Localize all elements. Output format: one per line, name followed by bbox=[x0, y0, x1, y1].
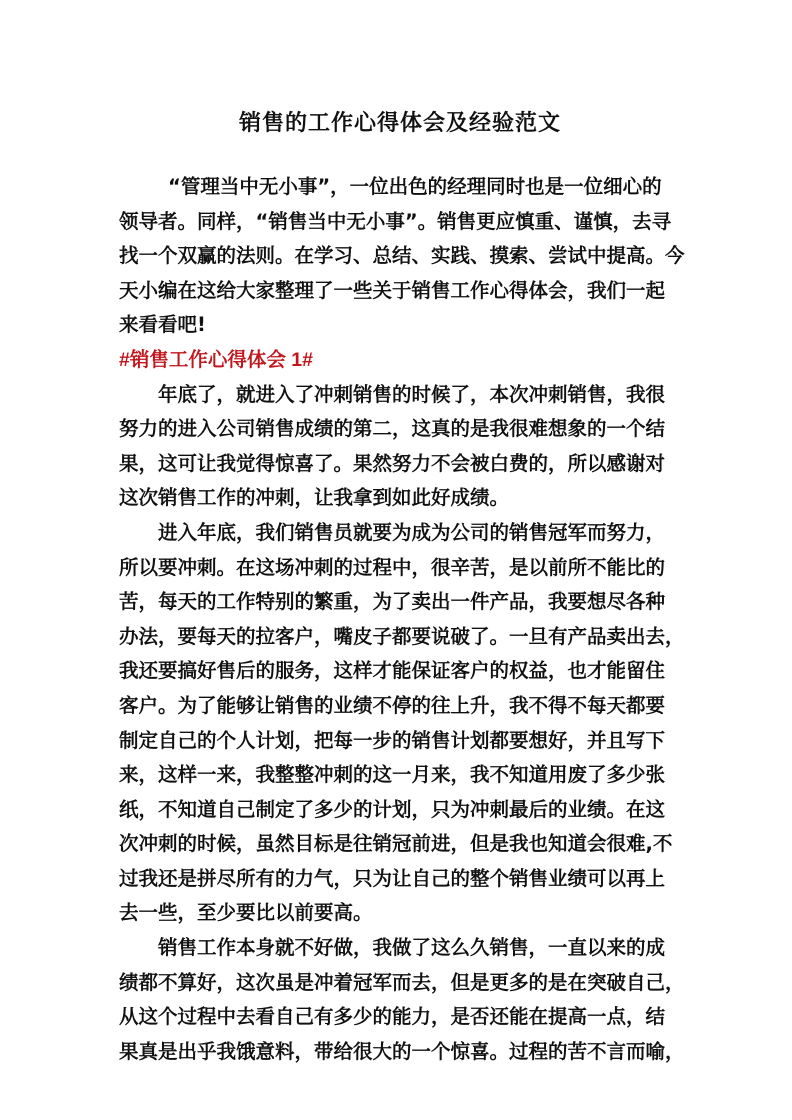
text-line: 这次销售工作的冲刺，让我拿到如此好成绩。 bbox=[119, 486, 510, 510]
document-page bbox=[119, 108, 685, 1069]
text-line: 找一个双赢的法则。在学习、总结、实践、摸索、尝试中提高。今 bbox=[119, 244, 685, 268]
body-paragraph-1 bbox=[119, 378, 681, 516]
text-line: 来，这样一来，我整整冲刺的这一月来，我不知道用废了多少张 bbox=[119, 763, 666, 787]
body-paragraph-3 bbox=[119, 931, 685, 1069]
text-line: 领导者。同样，“销售当中无小事”。销售更应慎重、谨慎，去寻 bbox=[119, 209, 672, 233]
text-line: 制定自己的个人计划，把每一步的销售计划都要想好，并且写下 bbox=[119, 728, 666, 752]
text-line: “管理当中无小事”，一位出色的经理同时也是一位细心的 bbox=[168, 175, 662, 198]
text-line: 果，这可让我觉得惊喜了。果然努力不会被白费的，所以感谢对 bbox=[119, 451, 666, 475]
text-line: 绩都不算好，这次虽是冲着冠军而去，但是更多的是在突破自己， bbox=[119, 970, 685, 994]
text-line: 次冲刺的时候，虽然目标是往销冠前进，但是我也知道会很难,不 bbox=[119, 832, 673, 856]
intro-paragraph bbox=[119, 170, 685, 343]
section-heading: #销售工作心得体会 1# bbox=[119, 348, 313, 371]
text-line: 去一些，至少要比以前要高。 bbox=[119, 901, 373, 925]
text-line: 年底了，就进入了冲刺销售的时候了，本次冲刺销售，我很 bbox=[158, 382, 666, 406]
text-line: 进入年底，我们销售员就要为成为公司的销售冠军而努力， bbox=[158, 520, 666, 544]
text-line: 办法，要每天的拉客户，嘴皮子都要说破了。一旦有产品卖出去， bbox=[119, 624, 685, 648]
document-title: 销售的工作心得体会及经验范文 bbox=[238, 110, 561, 136]
text-line: 天小编在这给大家整理了一些关于销售工作心得体会，我们一起 bbox=[119, 278, 666, 302]
text-line: 从这个过程中去看自己有多少的能力，是否还能在提高一点，结 bbox=[119, 1005, 666, 1029]
text-line: 客户。为了能够让销售的业绩不停的往上升，我不得不每天都要 bbox=[119, 693, 666, 717]
text-line: 苦，每天的工作特别的繁重，为了卖出一件产品，我要想尽各种 bbox=[119, 590, 666, 614]
text-line: 销售工作本身就不好做，我做了这么久销售，一直以来的成 bbox=[158, 936, 666, 960]
text-line: 来看看吧! bbox=[119, 313, 206, 337]
body-paragraph-2 bbox=[119, 516, 685, 931]
text-line: 果真是出乎我饿意料，带给很大的一个惊喜。过程的苦不言而喻， bbox=[119, 1039, 685, 1063]
text-line: 纸，不知道自己制定了多少的计划，只为冲刺最后的业绩。在这 bbox=[119, 797, 666, 821]
text-line: 努力的进入公司销售成绩的第二，这真的是我很难想象的一个结 bbox=[119, 417, 666, 441]
text-line: 过我还是拼尽所有的力气，只为让自己的整个销售业绩可以再上 bbox=[119, 866, 666, 890]
text-line: 我还要搞好售后的服务，这样才能保证客户的权益，也才能留住 bbox=[119, 659, 666, 683]
text-line: 所以要冲刺。在这场冲刺的过程中，很辛苦，是以前所不能比的 bbox=[119, 555, 666, 579]
